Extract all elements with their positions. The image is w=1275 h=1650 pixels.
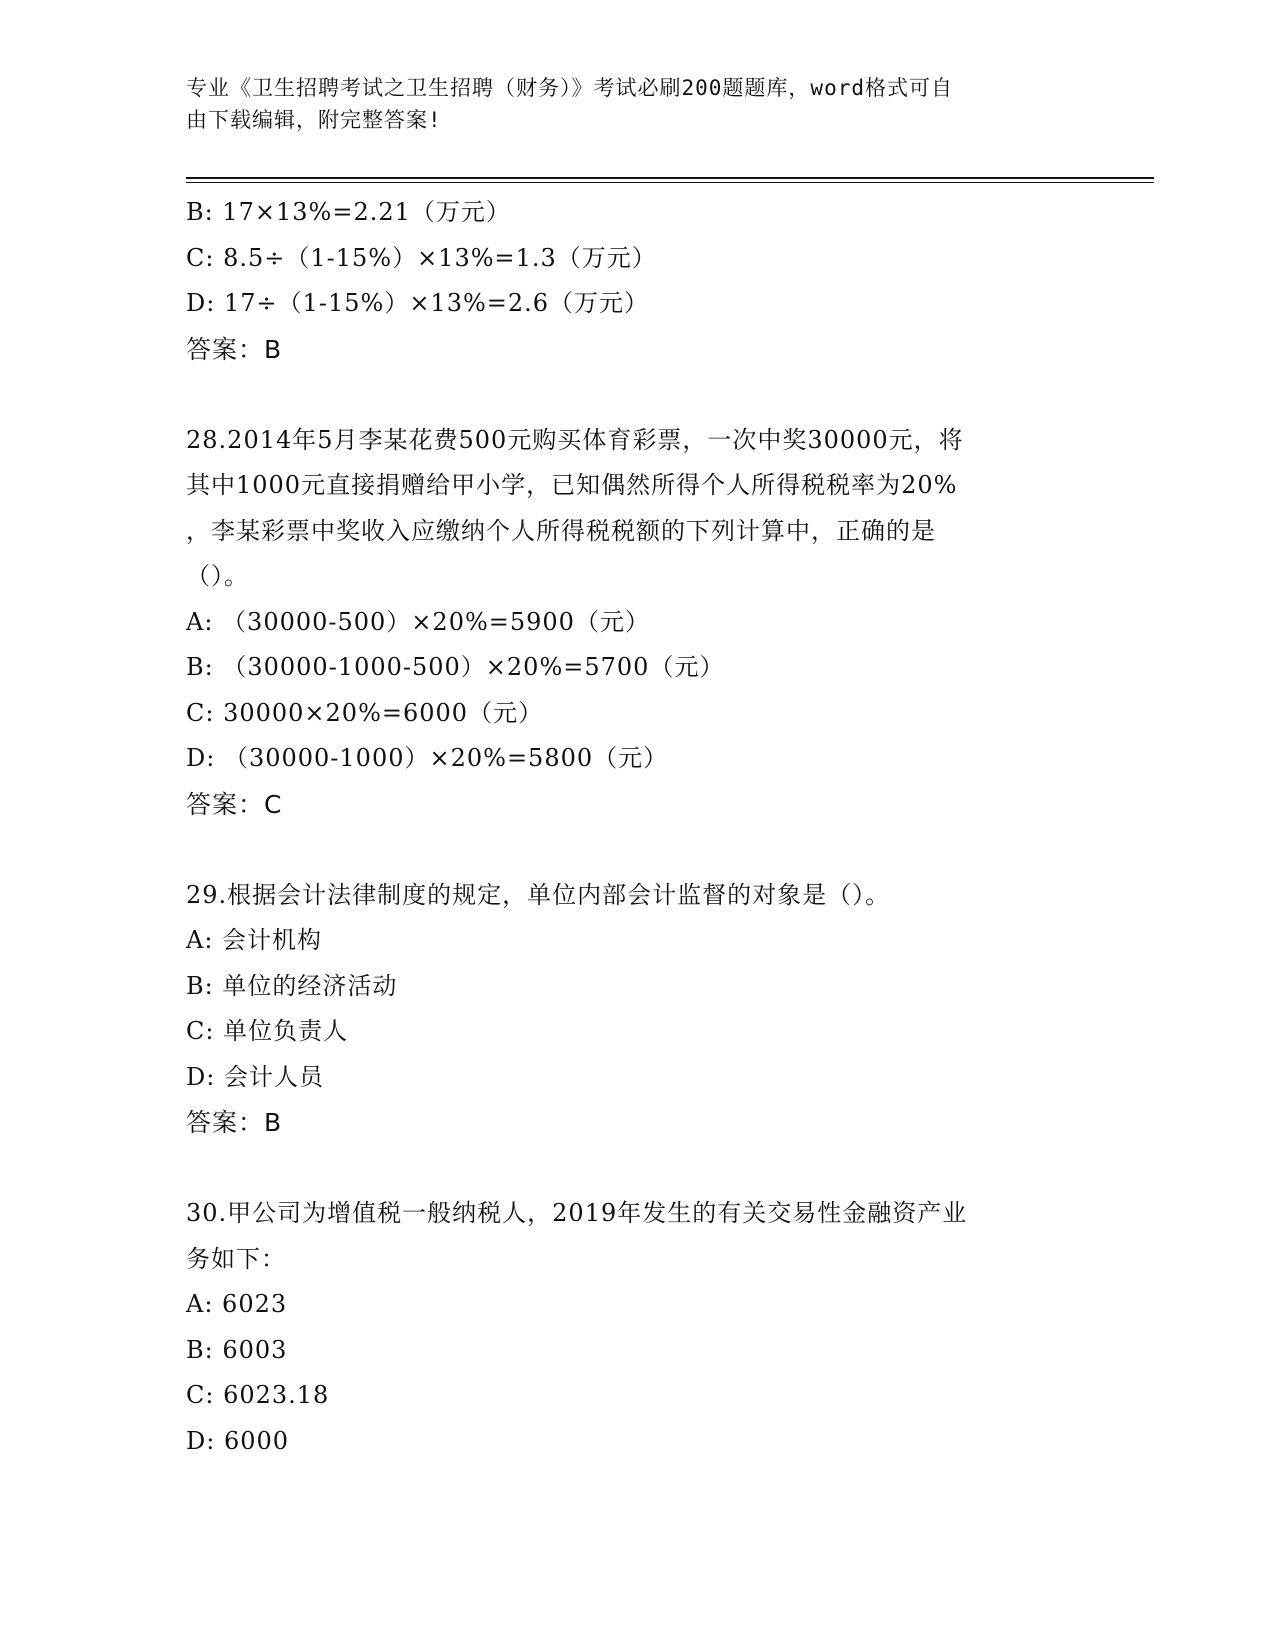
answer-label: 答案：C — [186, 789, 283, 819]
option-a: A: 会计机构 — [186, 926, 323, 954]
option-d: D: （30000-1000）×20%=5800（元） — [186, 744, 669, 772]
question-text — [186, 418, 1086, 600]
spacer — [186, 372, 1086, 418]
header-divider-thin — [186, 182, 1154, 183]
option-a: A: （30000-500）×20%=5900（元） — [186, 607, 650, 636]
option-c: C: 30000×20%=6000（元） — [186, 698, 544, 727]
question-29 — [186, 873, 1086, 1146]
question-28 — [186, 418, 1086, 828]
question-text-line: 务如下： — [186, 1244, 286, 1273]
spacer — [186, 827, 1086, 873]
question-text-line: （）。 — [186, 562, 249, 590]
question-text-line: 28.2014年5月李某花费500元购买体育彩票，一次中奖30000元，将 — [186, 425, 964, 454]
header-line-2: 由下载编辑，附完整答案! — [186, 108, 442, 132]
header-divider-thick — [186, 177, 1154, 179]
option-d: D: 17÷（1-15%）×13%=2.6（万元） — [186, 289, 650, 317]
question-text-line: 29.根据会计法律制度的规定，单位内部会计监督的对象是（）。 — [186, 880, 891, 909]
answer-label: 答案：B — [186, 334, 283, 364]
option-d: D: 6000 — [186, 1426, 290, 1455]
option-c: C: 6023.18 — [186, 1381, 330, 1409]
option-d: D: 会计人员 — [186, 1062, 324, 1091]
option-c: C: 8.5÷（1-15%）×13%=1.3（万元） — [186, 243, 657, 272]
question-30 — [186, 1191, 1086, 1464]
answer-label: 答案：B — [186, 1108, 283, 1137]
question-text — [186, 1191, 1086, 1282]
spacer — [186, 1146, 1086, 1192]
option-b: B: 6003 — [186, 1335, 288, 1364]
option-b: B: （30000-1000-500）×20%=5700（元） — [186, 653, 725, 681]
question-27-tail — [186, 190, 1086, 372]
question-text — [186, 873, 1086, 919]
question-list — [186, 190, 1086, 1464]
question-text-line: 30.甲公司为增值税一般纳税人，2019年发生的有关交易性金融资产业 — [186, 1199, 968, 1227]
question-text-line: ，李某彩票中奖收入应缴纳个人所得税税额的下列计算中，正确的是 — [186, 516, 936, 545]
header-line-1: 专业《卫生招聘考试之卫生招聘（财务）》考试必刷200题题库，word格式可自 — [186, 76, 953, 100]
option-c: C: 单位负责人 — [186, 1017, 349, 1045]
option-a: A: 6023 — [186, 1290, 288, 1318]
option-b: B: 单位的经济活动 — [186, 971, 398, 1000]
question-text-line: 其中1000元直接捐赠给甲小学，已知偶然所得个人所得税税率为20% — [186, 471, 958, 499]
option-b: B: 17×13%=2.21（万元） — [186, 198, 511, 226]
document-header — [186, 72, 1066, 136]
